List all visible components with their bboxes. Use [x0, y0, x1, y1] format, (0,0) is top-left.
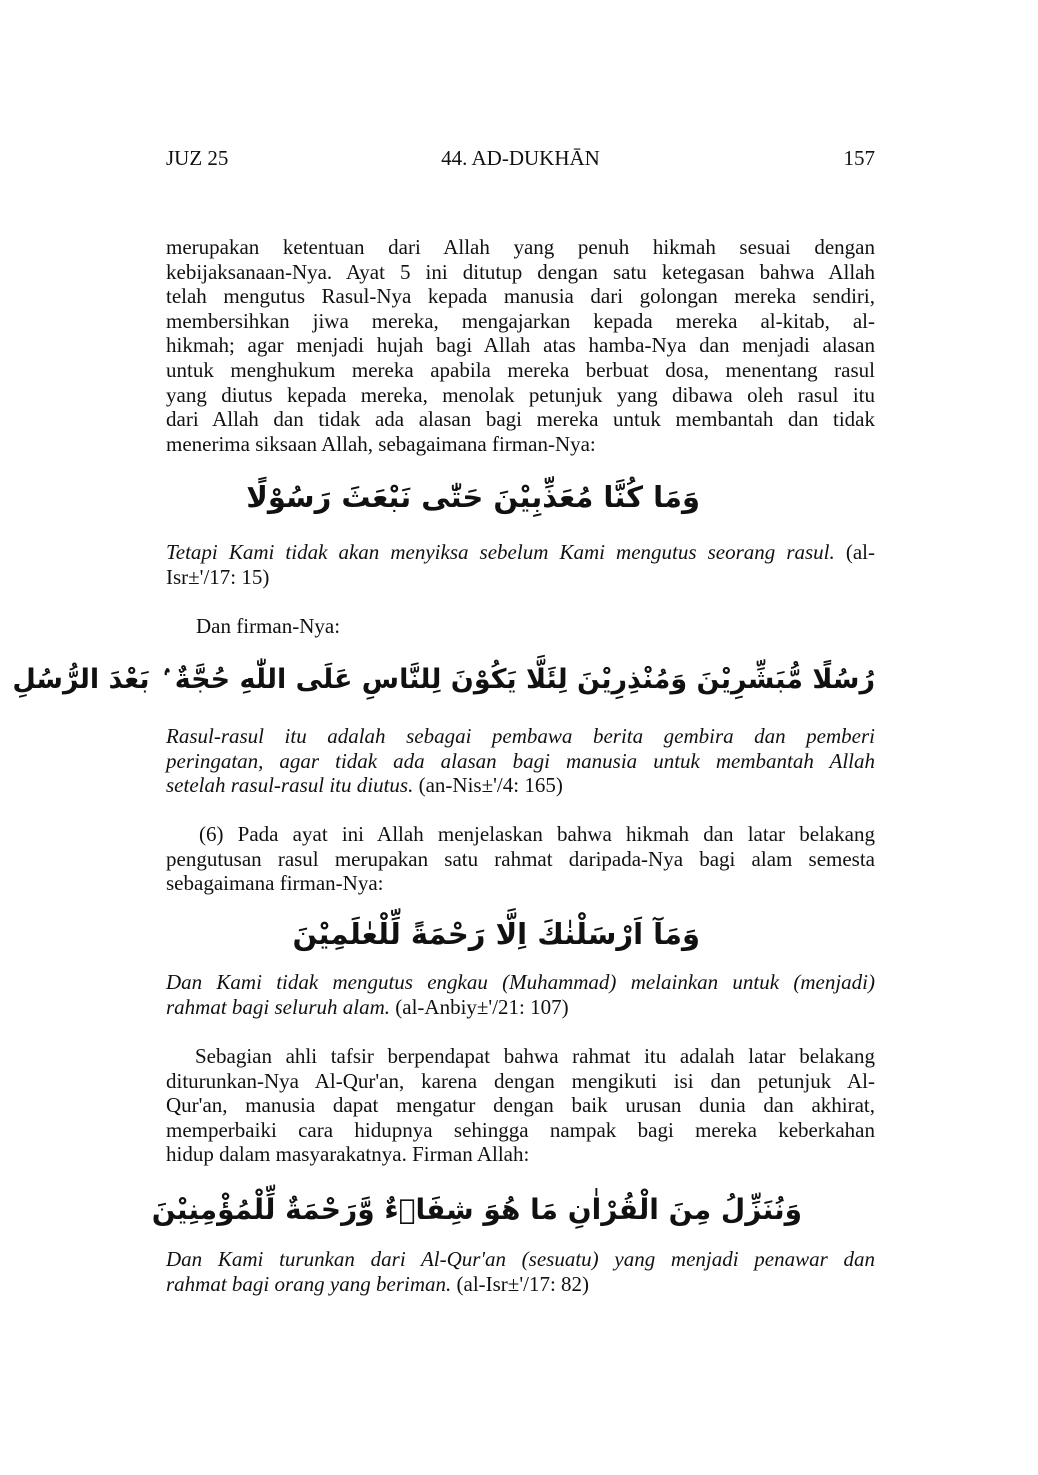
text-line: untuk menghukum mereka apabila mereka berbuat dosa, menentang rasul [166, 357, 875, 382]
arabic-verse-4: وَنُنَزِّلُ مِنَ الْقُرْاٰنِ مَا هُوَ شِفَاۤءٌ وَّرَحْمَةٌ لِّلْمُؤْمِنِيْنَ [151, 1193, 802, 1226]
text-line: sebagaimana firman-Nya: [166, 871, 384, 896]
intro-text: Dan firman-Nya: [196, 614, 341, 638]
translation-line: Dan Kami tidak mengutus engkau (Muhammad) melainkan untuk (menjadi) [166, 970, 875, 994]
paragraph-2 [166, 822, 875, 896]
translation-text: setelah rasul-rasul itu diutus. [166, 773, 414, 798]
translation-text: rahmat bagi orang yang beriman. [166, 1271, 452, 1296]
translation-3 [166, 970, 875, 1019]
arabic-verse-1: وَمَا كُنَّا مُعَذِّبِيْنَ حَتّٰى نَبْعَثَ رَسُوْلًا [246, 480, 700, 514]
translation-2 [166, 724, 875, 798]
juz-label: JUZ 25 [166, 146, 229, 170]
translation-text: Tetapi Kami tidak akan menyiksa sebelum Kami mengutus seorang rasul. [166, 540, 835, 564]
verse-reference: (al-Isr±'/17: 82) [456, 1271, 590, 1296]
page-header [166, 146, 875, 174]
text-line: memperbaiki cara hidupnya sehingga nampak bagi mereka keberkahan [166, 1117, 875, 1142]
verse-reference: (al-Anbiy±'/21: 107) [395, 994, 569, 1019]
text-line: Sebagian ahli tafsir berpendapat bahwa rahmat itu adalah latar belakang [195, 1044, 875, 1068]
text-line: membersihkan jiwa mereka, mengajarkan kepada mereka al-kitab, al- [166, 308, 875, 333]
text-line: dari Allah dan tidak ada alasan bagi mereka untuk membantah dan tidak [166, 407, 875, 432]
text-line: diturunkan-Nya Al-Qur'an, karena dengan mengikuti isi dan petunjuk Al- [166, 1068, 875, 1093]
translation-line [166, 540, 875, 565]
arabic-verse-2: رُسُلًا مُّبَشِّرِيْنَ وَمُنْذِرِيْنَ لِئَلَّا يَكُوْنَ لِلنَّاسِ عَلَى اللّٰهِ حُجَّةٌ ۢ بَعْدَ الرُّسُلِ [12, 664, 875, 695]
arabic-verse-3: وَمَآ اَرْسَلْنٰكَ اِلَّا رَحْمَةً لِّلْعٰلَمِيْنَ [292, 917, 700, 951]
verse-reference: (an-Nis±'/4: 165) [418, 773, 563, 798]
translation-1 [166, 540, 875, 589]
translation-4 [166, 1247, 875, 1296]
translation-line [166, 1272, 875, 1297]
verse-reference: (al- [845, 540, 875, 564]
text-line: (6) Pada ayat ini Allah menjelaskan bahwa hikmah dan latar belakang [199, 822, 875, 846]
text-line: hidup dalam masyarakatnya. Firman Allah: [166, 1142, 530, 1167]
surah-title: 44. AD-DUKHĀN [441, 146, 600, 170]
text-line: hikmah; agar menjadi hujah bagi Allah atas hamba-Nya dan menjadi alasan [166, 333, 875, 358]
text-line: pengutusan rasul merupakan satu rahmat daripada-Nya bagi alam semesta [166, 846, 875, 871]
text-line: kebijaksanaan-Nya. Ayat 5 ini ditutup dengan satu ketegasan bahwa Allah [166, 259, 875, 284]
text-line: telah mengutus Rasul-Nya kepada manusia dari golongan mereka sendiri, [166, 284, 875, 309]
translation-text: rahmat bagi seluruh alam. [166, 994, 391, 1019]
page-number: 157 [843, 146, 875, 170]
text-line: merupakan ketentuan dari Allah yang penuh hikmah sesuai dengan [166, 235, 875, 259]
paragraph-3 [166, 1044, 875, 1167]
translation-line [166, 995, 875, 1020]
translation-line [166, 773, 875, 798]
text-line: Qur'an, manusia dapat mengatur dengan baik urusan dunia dan akhirat, [166, 1093, 875, 1118]
text-line: menerima siksaan Allah, sebagaimana firman-Nya: [166, 431, 596, 456]
verse-reference: Isr±'/17: 15) [166, 564, 270, 589]
paragraph-1 [166, 235, 875, 456]
translation-line: Rasul-rasul itu adalah sebagai pembawa berita gembira dan pemberi [166, 724, 875, 748]
translation-line [166, 565, 875, 590]
translation-line: Dan Kami turunkan dari Al-Qur'an (sesuatu) yang menjadi penawar dan [166, 1247, 875, 1271]
text-line: yang diutus kepada mereka, menolak petunjuk yang dibawa oleh rasul itu [166, 382, 875, 407]
translation-line: peringatan, agar tidak ada alasan bagi manusia untuk membantah Allah [166, 748, 875, 773]
